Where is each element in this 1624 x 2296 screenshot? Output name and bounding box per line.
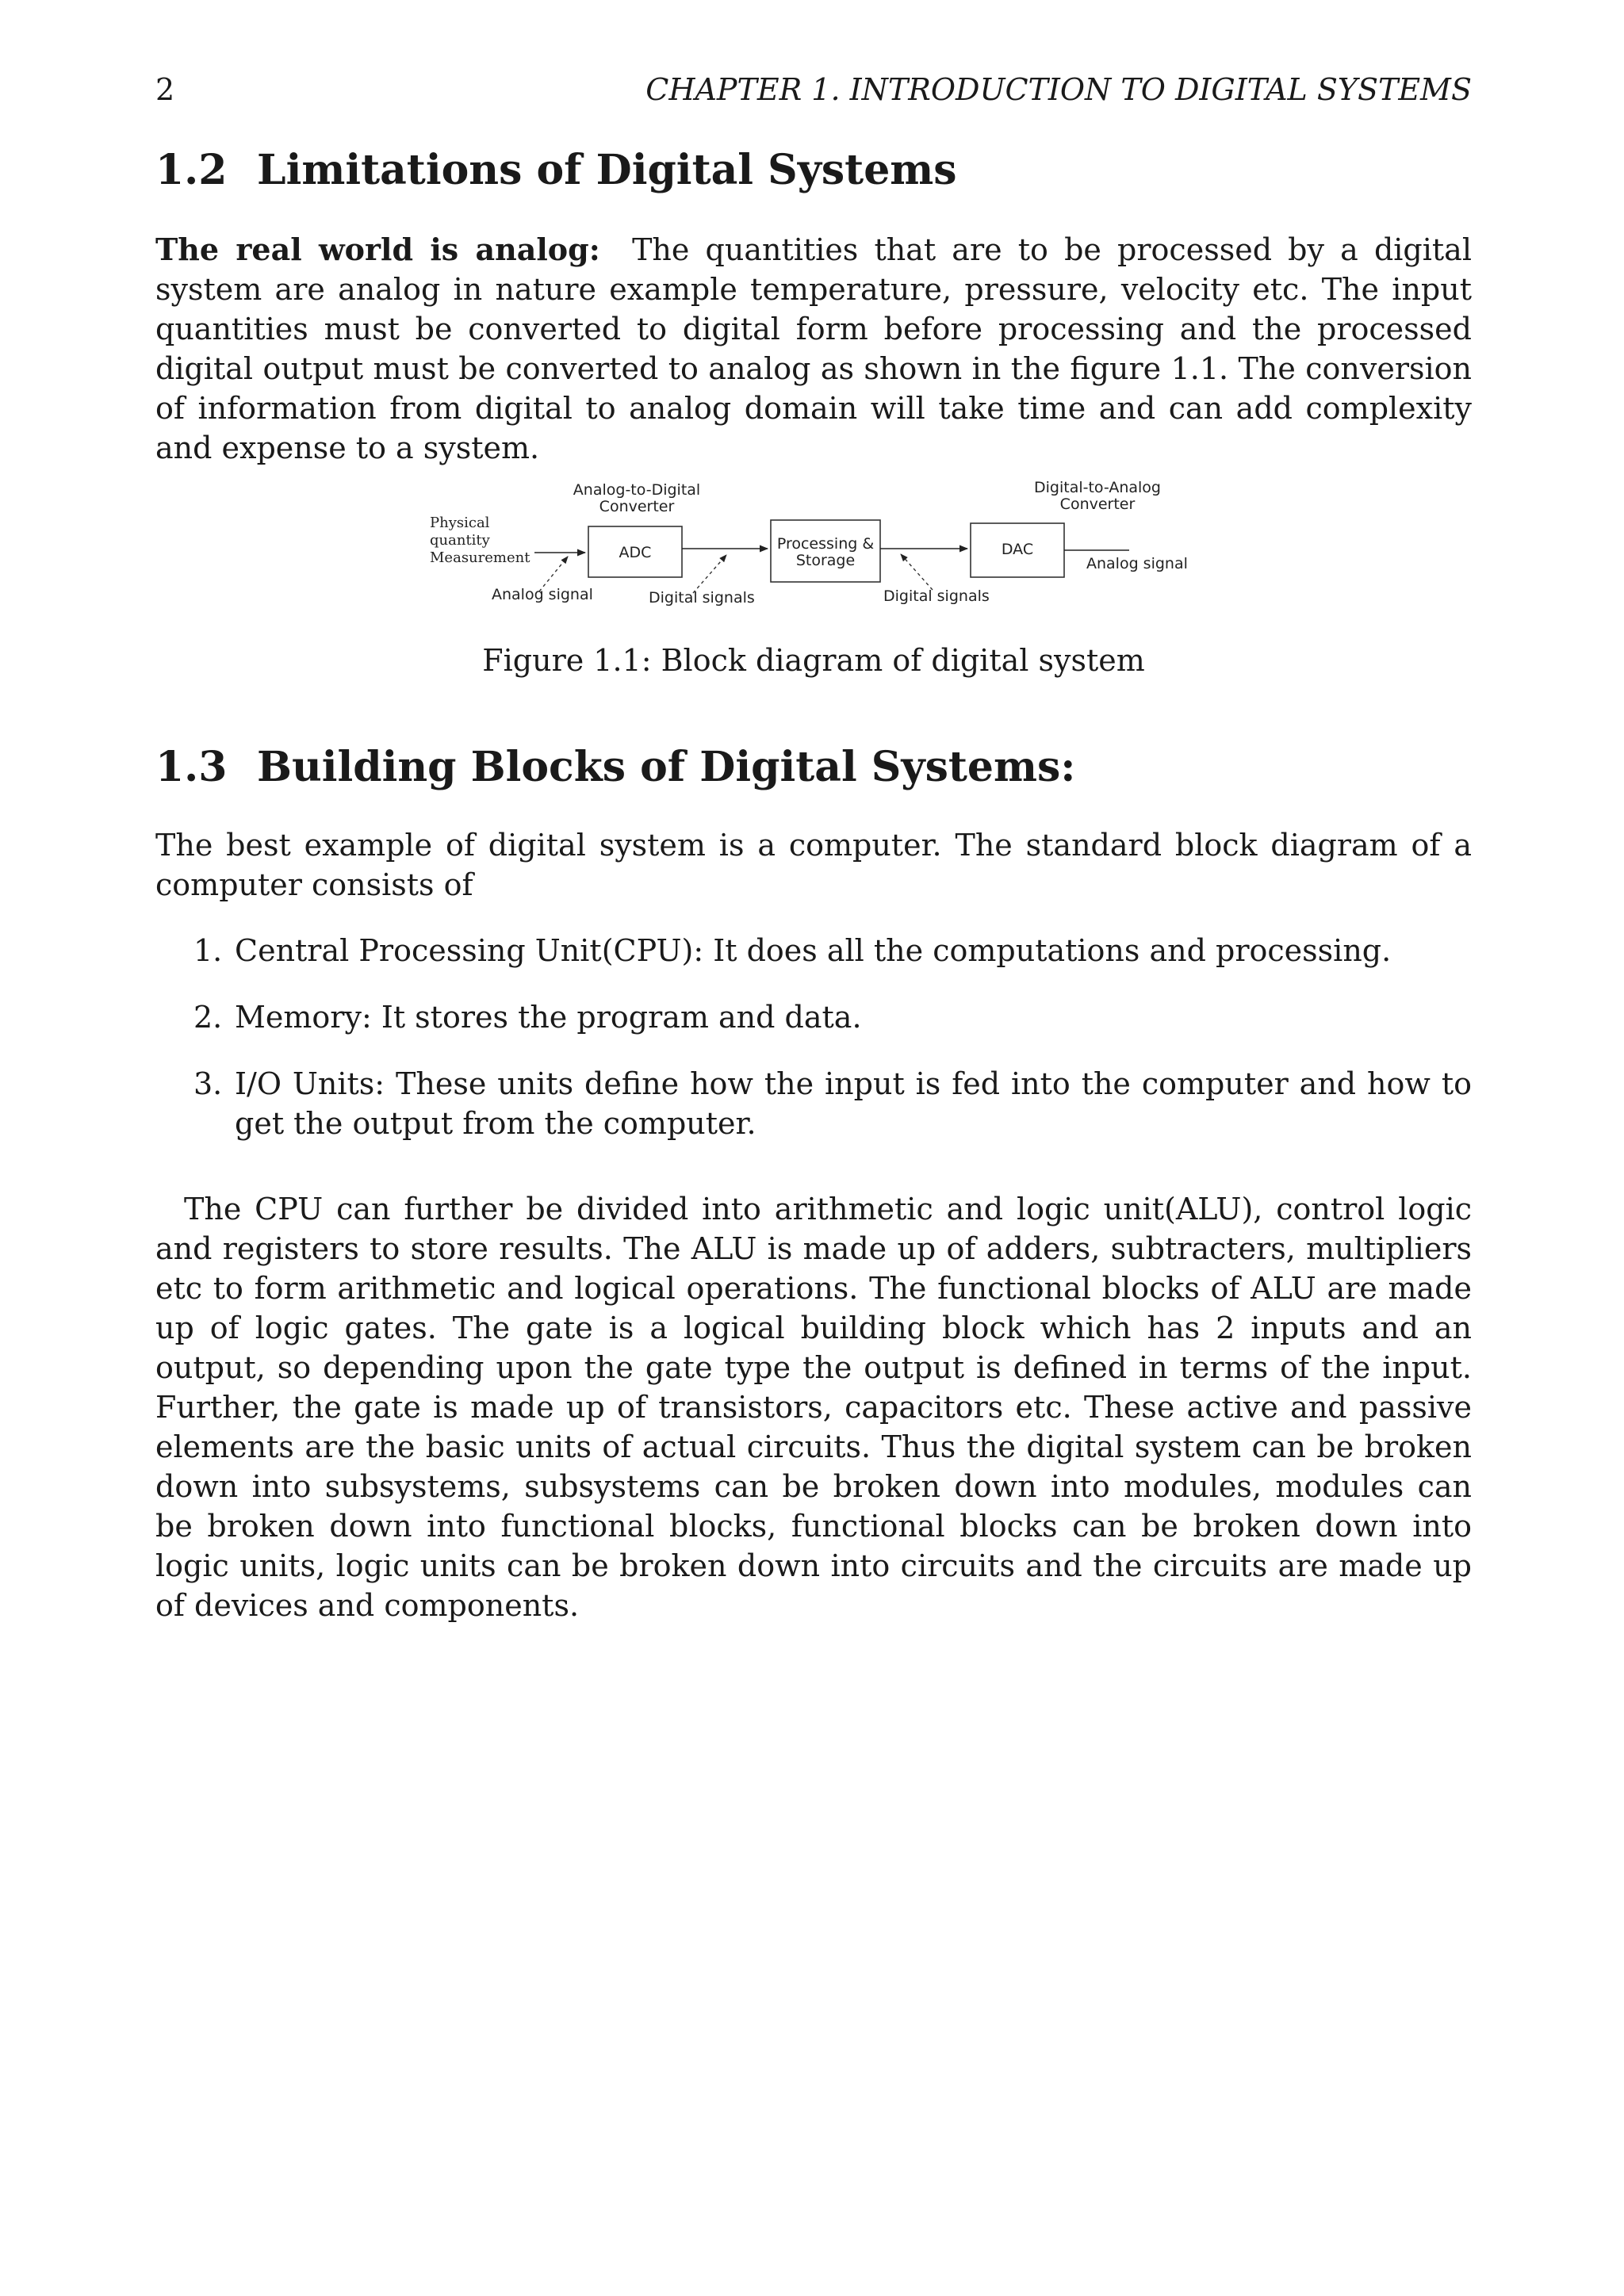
list-marker: 2. [193, 1000, 223, 1035]
analog-signal-label: Analog signal [492, 586, 593, 603]
list-item [155, 1064, 1472, 1143]
list-item-text: Central Processing Unit(CPU): It does all the computations and processing. [235, 933, 1392, 968]
chapter-title: CHAPTER 1. INTRODUCTION TO DIGITAL SYSTEMS [645, 72, 1472, 107]
paragraph-cpu: The CPU can further be divided into arithmetic and logic unit(ALU), control logic and registers to store results. The ALU is made up of adders, subtracters, multipliers etc to form arithmetic and logical operations. The functional blocks of ALU are made up of logic gates. The gate is a logical building block which has 2 inputs and an output, so depending upon the gate type the output is defined in terms of the input. Further, the gate is made up of transistors, capacitors etc. These active and passive elements are the basic units of actual circuits. Thus the digital system can be broken down into subsystems, subsystems can be broken down into modules, modules can be broken down into functional blocks, functional blocks can be broken down into logic units, logic units can be broken down into circuits and the circuits are made up of devices and components. [155, 1192, 1472, 1623]
digital-signals-label-left: Digital signals [649, 589, 755, 607]
dac-top-label-line2: Converter [1059, 496, 1136, 513]
list-item [155, 931, 1472, 970]
section-title: Building Blocks of Digital Systems: [257, 743, 1076, 791]
section-heading-1-3 [155, 741, 1075, 794]
section-heading-1-2 [155, 144, 957, 197]
adc-top-label-line1: Analog-to-Digital [573, 481, 701, 499]
block-diagram-figure [428, 471, 1205, 629]
adc-top-label-line2: Converter [599, 498, 675, 515]
list-item-text: Memory: It stores the program and data. [235, 1000, 862, 1035]
section-number: 1.2 [155, 146, 228, 194]
processing-label-line1: Processing & [776, 535, 875, 553]
paragraph-limitations [155, 230, 1472, 468]
dac-label: DAC [1001, 541, 1034, 558]
paragraph-intro: The best example of digital system is a computer. The standard block diagram of a computer consists of [155, 828, 1472, 902]
component-list [155, 931, 1472, 1170]
dac-top-label-line1: Digital-to-Analog [1034, 479, 1161, 496]
digital-signals-label-right: Digital signals [883, 587, 990, 605]
page-number: 2 [155, 72, 175, 107]
input-label-line1: Physical [430, 515, 490, 531]
paragraph-text: The quantities that are to be processed by a digital system are analog in nature example temperature, pressure, velocity etc. The input quantities must be converted to digital form before processing and the processed digital output must be converted to analog as shown in the figure 1.1. The conversion of information from digital to analog domain will take time and can add complexity and expense to a system. [155, 232, 1472, 465]
list-item [155, 997, 1472, 1037]
list-item-text: I/O Units: These units define how the input is fed into the computer and how to get the output from the computer. [235, 1066, 1472, 1141]
list-marker: 3. [193, 1066, 223, 1101]
figure-caption: Figure 1.1: Block diagram of digital system [482, 643, 1145, 678]
adc-label: ADC [619, 544, 652, 561]
processing-label-line2: Storage [795, 552, 856, 569]
input-label-line2: quantity [430, 532, 490, 549]
output-label: Analog signal [1086, 555, 1188, 572]
digital-signal-pointer-right [901, 554, 933, 590]
lead-bold-text: The real world is analog: [155, 232, 600, 267]
block-diagram [428, 471, 1205, 629]
section-number: 1.3 [155, 743, 228, 791]
digital-signal-pointer-left [693, 555, 726, 593]
section-title: Limitations of Digital Systems [257, 146, 957, 194]
list-marker: 1. [193, 933, 223, 968]
running-header [155, 70, 1472, 109]
input-label-line3: Measurement [430, 549, 530, 566]
